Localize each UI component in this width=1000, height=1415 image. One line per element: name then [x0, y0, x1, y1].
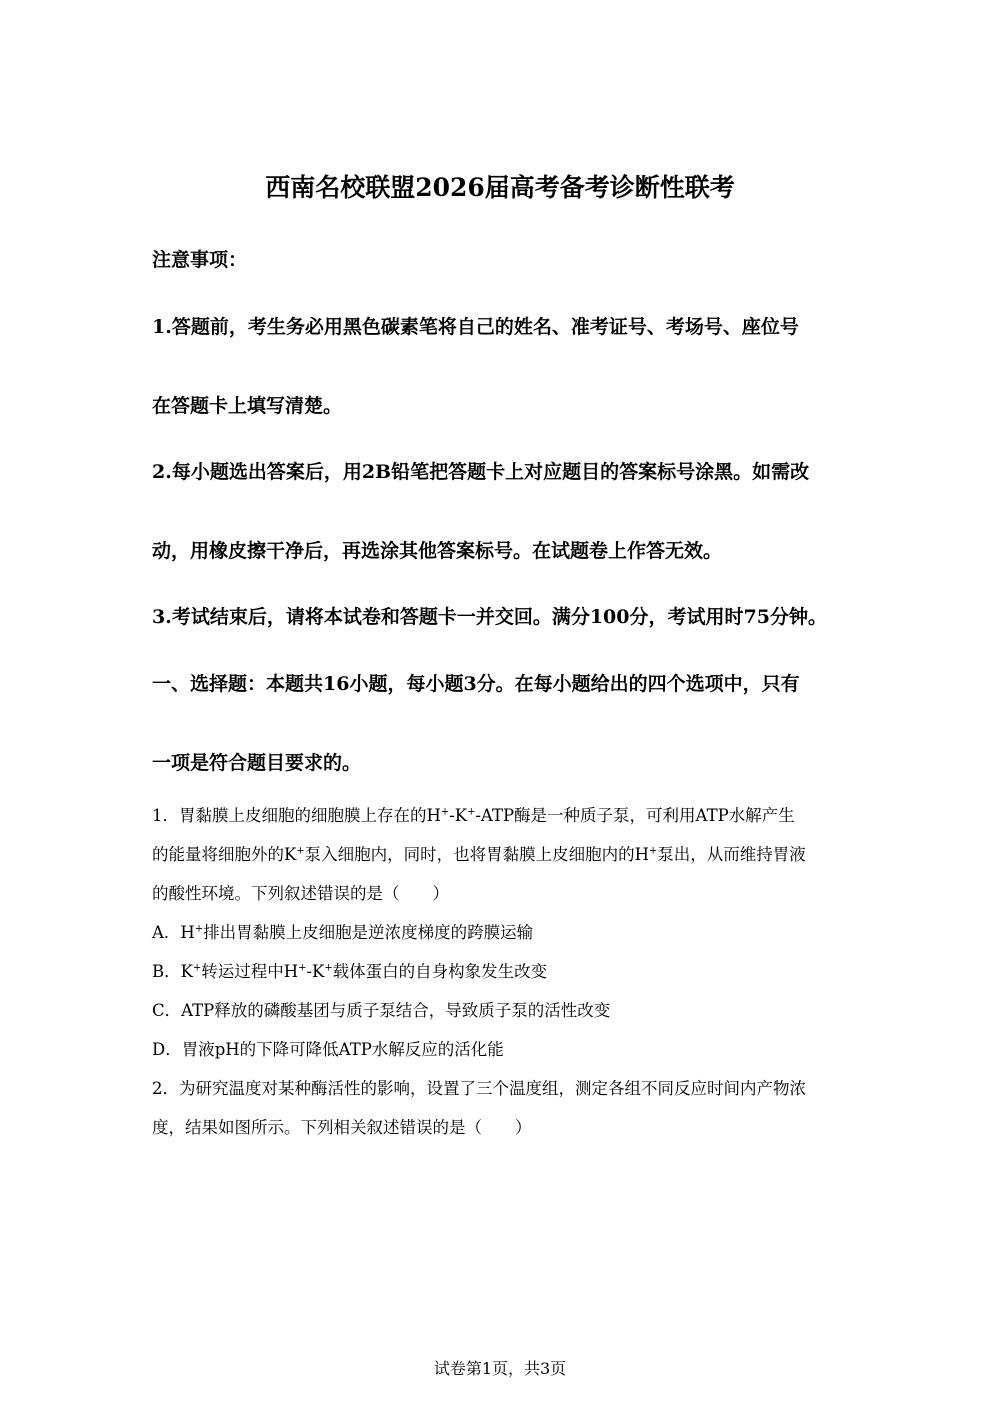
- q1-stem-line-1: [152, 802, 795, 826]
- superscript: +: [296, 845, 305, 857]
- notice-item-3: 3.考试结束后，请将本试卷和答题卡一并交回。满分100分，考试用时75分钟。: [152, 606, 827, 628]
- q1-option-a: [152, 919, 533, 943]
- q1-stem-part: 泵入细胞内，同时，也将胃黏膜上皮细胞内的H: [304, 845, 649, 864]
- q1-stem-part: -K: [449, 806, 468, 825]
- superscript: +: [298, 962, 307, 974]
- section-1-line-2: 一项是符合题目要求的。: [152, 752, 362, 774]
- option-text: 排出胃黏膜上皮细胞是逆浓度梯度的跨膜运输: [203, 923, 534, 942]
- page-title: 西南名校联盟2026届高考备考诊断性联考: [265, 173, 735, 202]
- q2-stem-line-1: 2．为研究温度对某种酶活性的影响，设置了三个温度组，测定各组不同反应时间内产物浓: [152, 1079, 806, 1098]
- q1-stem-part: -ATP酶是一种质子泵，可利用ATP水解产生: [475, 806, 795, 825]
- superscript: +: [440, 806, 450, 818]
- q1-option-d: D．胃液pH的下降可降低ATP水解反应的活化能: [152, 1040, 504, 1059]
- notice-item-1-line-2: 在答题卡上填写清楚。: [152, 395, 343, 417]
- page-footer: 试卷第1页，共3页: [433, 1359, 567, 1378]
- option-text: A．H: [152, 923, 195, 942]
- q1-stem-part: 的能量将细胞外的K: [152, 845, 297, 864]
- superscript: +: [649, 845, 658, 857]
- q1-stem-part: 泵出，从而维持胃液: [657, 845, 806, 864]
- q1-stem-part: 1．胃黏膜上皮细胞的细胞膜上存在的H: [152, 806, 441, 825]
- section-1-line-1: 一、选择题：本题共16小题，每小题3分。在每小题给出的四个选项中，只有: [152, 673, 800, 695]
- q1-option-b: [152, 958, 547, 982]
- q1-option-c: C．ATP释放的磷酸基团与质子泵结合，导致质子泵的活性改变: [152, 1001, 611, 1020]
- superscript: +: [194, 923, 204, 935]
- superscript: +: [467, 806, 476, 818]
- notice-item-1-line-1: 1.答题前，考生务必用黑色碳素笔将自己的姓名、准考证号、考场号、座位号: [152, 316, 799, 338]
- option-text: 转运过程中H: [201, 962, 299, 981]
- superscript: +: [192, 962, 202, 974]
- option-text: B．K: [152, 962, 193, 981]
- notice-item-2-line-2: 动，用橡皮擦干净后，再选涂其他答案标号。在试题卷上作答无效。: [152, 540, 723, 562]
- superscript: +: [324, 962, 333, 974]
- q1-stem-line-2: [152, 841, 806, 865]
- option-text: 载体蛋白的自身构象发生改变: [332, 962, 548, 981]
- q2-stem-line-2: 度，结果如图所示。下列相关叙述错误的是（ ）: [152, 1118, 532, 1137]
- notice-item-2-line-1: 2.每小题选出答案后，用2B铅笔把答题卡上对应题目的答案标号涂黑。如需改: [152, 461, 810, 483]
- option-text: -K: [306, 962, 325, 981]
- q1-stem-line-3: 的酸性环境。下列叙述错误的是（ ）: [152, 884, 449, 903]
- notice-heading: 注意事项：: [152, 249, 248, 271]
